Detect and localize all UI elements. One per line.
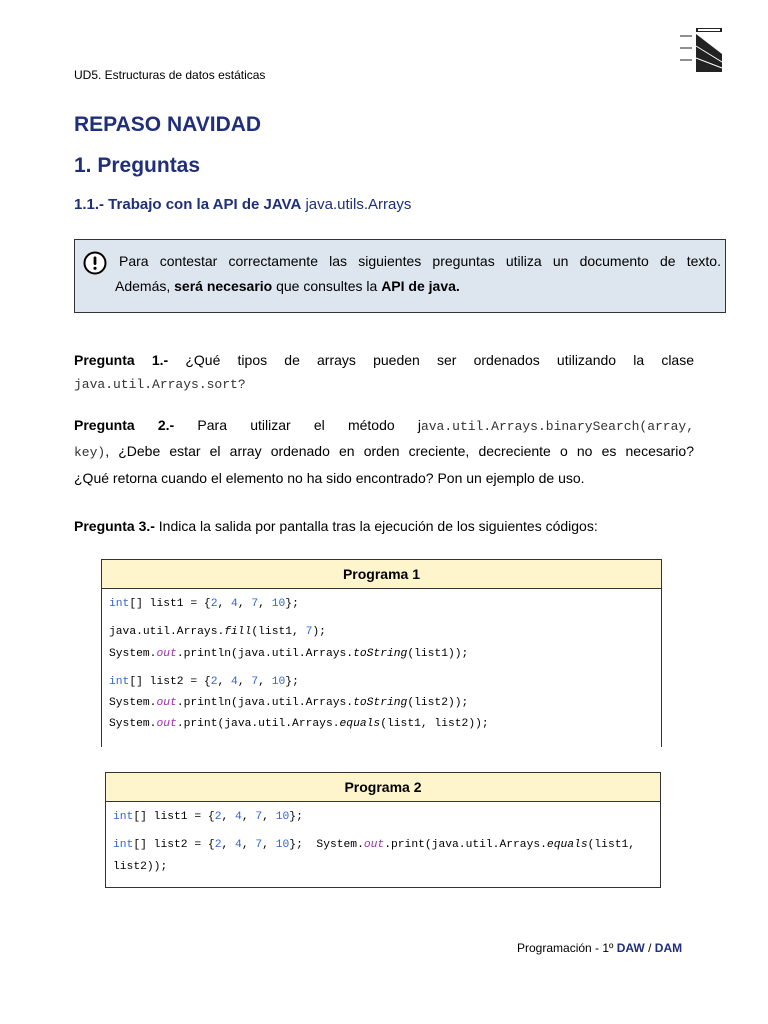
question-1: Pregunta 1.- ¿Qué tipos de arrays pueden ser ordenados utilizando la clase xyxy=(74,352,694,368)
code-line: int[] list1 = {2, 4, 7, 10}; xyxy=(113,811,303,823)
note-box xyxy=(74,239,726,313)
code-line: int[] list2 = {2, 4, 7, 10}; xyxy=(109,676,299,688)
institution-logo-icon xyxy=(678,26,724,74)
page-title: REPASO NAVIDAD xyxy=(74,113,262,136)
code-line: System.out.println(java.util.Arrays.toString(list2)); xyxy=(109,697,469,709)
code-line: list2)); xyxy=(113,861,168,873)
program-1-box xyxy=(101,559,662,747)
note-line-2: Además, será necesario que consultes la API de java. xyxy=(115,278,460,294)
subsection-heading: 1.1.- Trabajo con la API de JAVA java.utils.Arrays xyxy=(74,196,412,213)
question-2: Pregunta 2.- Para utilizar el método java.util.Arrays.binarySearch(array, xyxy=(74,417,694,434)
question-2-line-3: ¿Qué retorna cuando el elemento no ha sido encontrado? Pon un ejemplo de uso. xyxy=(74,470,585,486)
code-line: int[] list1 = {2, 4, 7, 10}; xyxy=(109,598,299,610)
program-1-title: Programa 1 xyxy=(102,560,661,589)
question-3: Pregunta 3.- Indica la salida por pantalla tras la ejecución de los siguientes códigos: xyxy=(74,518,598,534)
question-1-code: java.util.Arrays.sort? xyxy=(74,377,246,392)
warning-icon xyxy=(83,251,107,275)
section-heading: 1. Preguntas xyxy=(74,154,201,177)
code-line: System.out.println(java.util.Arrays.toString(list1)); xyxy=(109,648,469,660)
page-footer: Programación - 1º DAW / DAM xyxy=(517,941,683,955)
note-line-1: Para contestar correctamente las siguientes preguntas utiliza un documento de texto. xyxy=(119,253,721,269)
program-2-title: Programa 2 xyxy=(106,773,660,802)
code-line: System.out.print(java.util.Arrays.equals(list1, list2)); xyxy=(109,718,489,730)
code-line: int[] list2 = {2, 4, 7, 10}; System.out.print(java.util.Arrays.equals(list1, xyxy=(113,839,636,851)
question-2-line-2: key), ¿Debe estar el array ordenado en orden creciente, decreciente o no es necesario? xyxy=(74,443,694,460)
code-line: java.util.Arrays.fill(list1, 7); xyxy=(109,626,326,638)
page-header: UD5. Estructuras de datos estáticas xyxy=(74,68,266,82)
program-2-box xyxy=(105,772,661,888)
